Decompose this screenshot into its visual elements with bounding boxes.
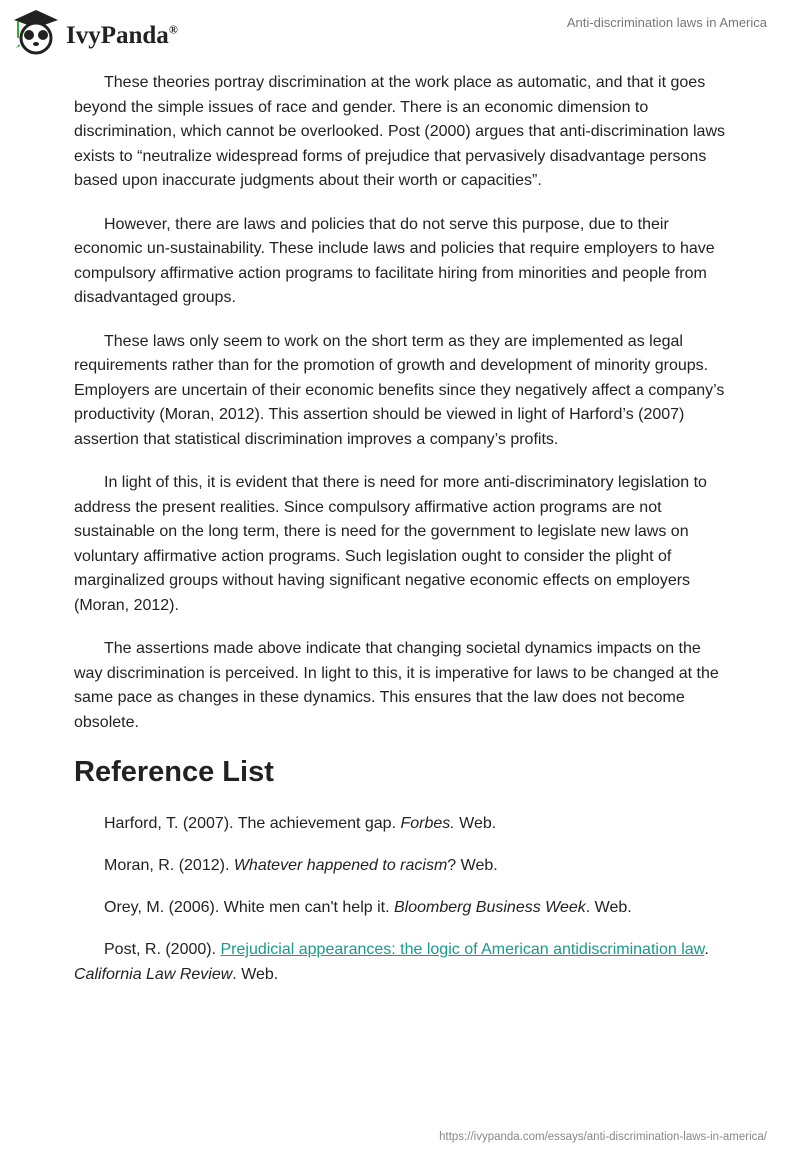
ref-text: . Web. <box>585 899 632 916</box>
paragraph: In light of this, it is evident that there is need for more anti-discriminatory legislation to address the present realities. Since compulsory affirmative action programs are not sustainable on the long term, there is need for the government to legislate new laws on voluntary affirmative action programs. Such legislation ought to consider the plight of marginalized groups without having significant negative economic effects on employers (Moran, 2012). <box>74 474 707 614</box>
paragraph: The assertions made above indicate that changing societal dynamics impacts on the way discrimination is perceived. In light to this, it is imperative for laws to be changed at the same pace as changes in these dynamics. This ensures that the law does not become obsolete. <box>74 640 719 731</box>
ref-source: California Law Review <box>74 965 233 983</box>
paragraph: However, there are laws and policies that do not serve this purpose, due to their economic un-sustainability. These include laws and policies that require employers to have compulsory affirmative action programs to facilitate hiring from minorities and people from disadvantaged groups. <box>74 215 715 306</box>
ref-source: Forbes. <box>400 815 455 832</box>
ref-text: Post, R. (2000). <box>104 941 221 958</box>
reference-item <box>74 854 726 879</box>
ref-text: ? Web. <box>447 857 498 874</box>
ref-text: . <box>704 941 709 958</box>
ref-text: Harford, T. (2007). The achievement gap. <box>104 815 401 832</box>
logo-text: IvyPanda <box>66 22 169 49</box>
ref-text: Web. <box>454 815 497 832</box>
registered-mark: ® <box>168 22 178 37</box>
paragraph: These theories portray discrimination at the work place as automatic, and that it goes beyond the simple issues of race and gender. There is an economic dimension to discrimination, which cannot be overlooked. Post (2000) argues that anti-discrimination laws exists to “neutralize widespread forms of prejudice that pervasively disadvantage persons based upon inaccurate judgments about their worth or capacities”. <box>74 74 725 189</box>
ivypanda-logo[interactable] <box>12 8 178 56</box>
essay-body <box>74 71 726 1005</box>
ref-text: Moran, R. (2012). <box>104 857 234 874</box>
ref-text: Orey, M. (2006). White men can't help it. <box>104 899 394 916</box>
source-url: https://ivypanda.com/essays/anti-discrimination-laws-in-america/ <box>439 1131 767 1143</box>
reference-item <box>74 812 726 837</box>
reference-item <box>74 938 726 987</box>
ref-text: . Web. <box>232 965 279 983</box>
paragraph: These laws only seem to work on the short term as they are implemented as legal requirements rather than for the promotion of growth and development of minority groups. Employers are uncertain of their economic benefits since they negatively affect a company’s productivity (Moran, 2012). This assertion should be viewed in light of Harford’s (2007) assertion that statistical discrimination improves a company’s profits. <box>74 332 725 448</box>
document-title: Anti-discrimination laws in America <box>566 15 767 30</box>
reference-item <box>74 896 726 921</box>
panda-logo-icon <box>12 8 60 56</box>
reference-list-heading: Reference List <box>74 756 274 788</box>
ref-source: Whatever happened to racism <box>233 857 448 874</box>
reference-link[interactable]: Prejudicial appearances: the logic of American antidiscrimination law <box>220 941 705 958</box>
ref-source: Bloomberg Business Week <box>393 899 586 916</box>
